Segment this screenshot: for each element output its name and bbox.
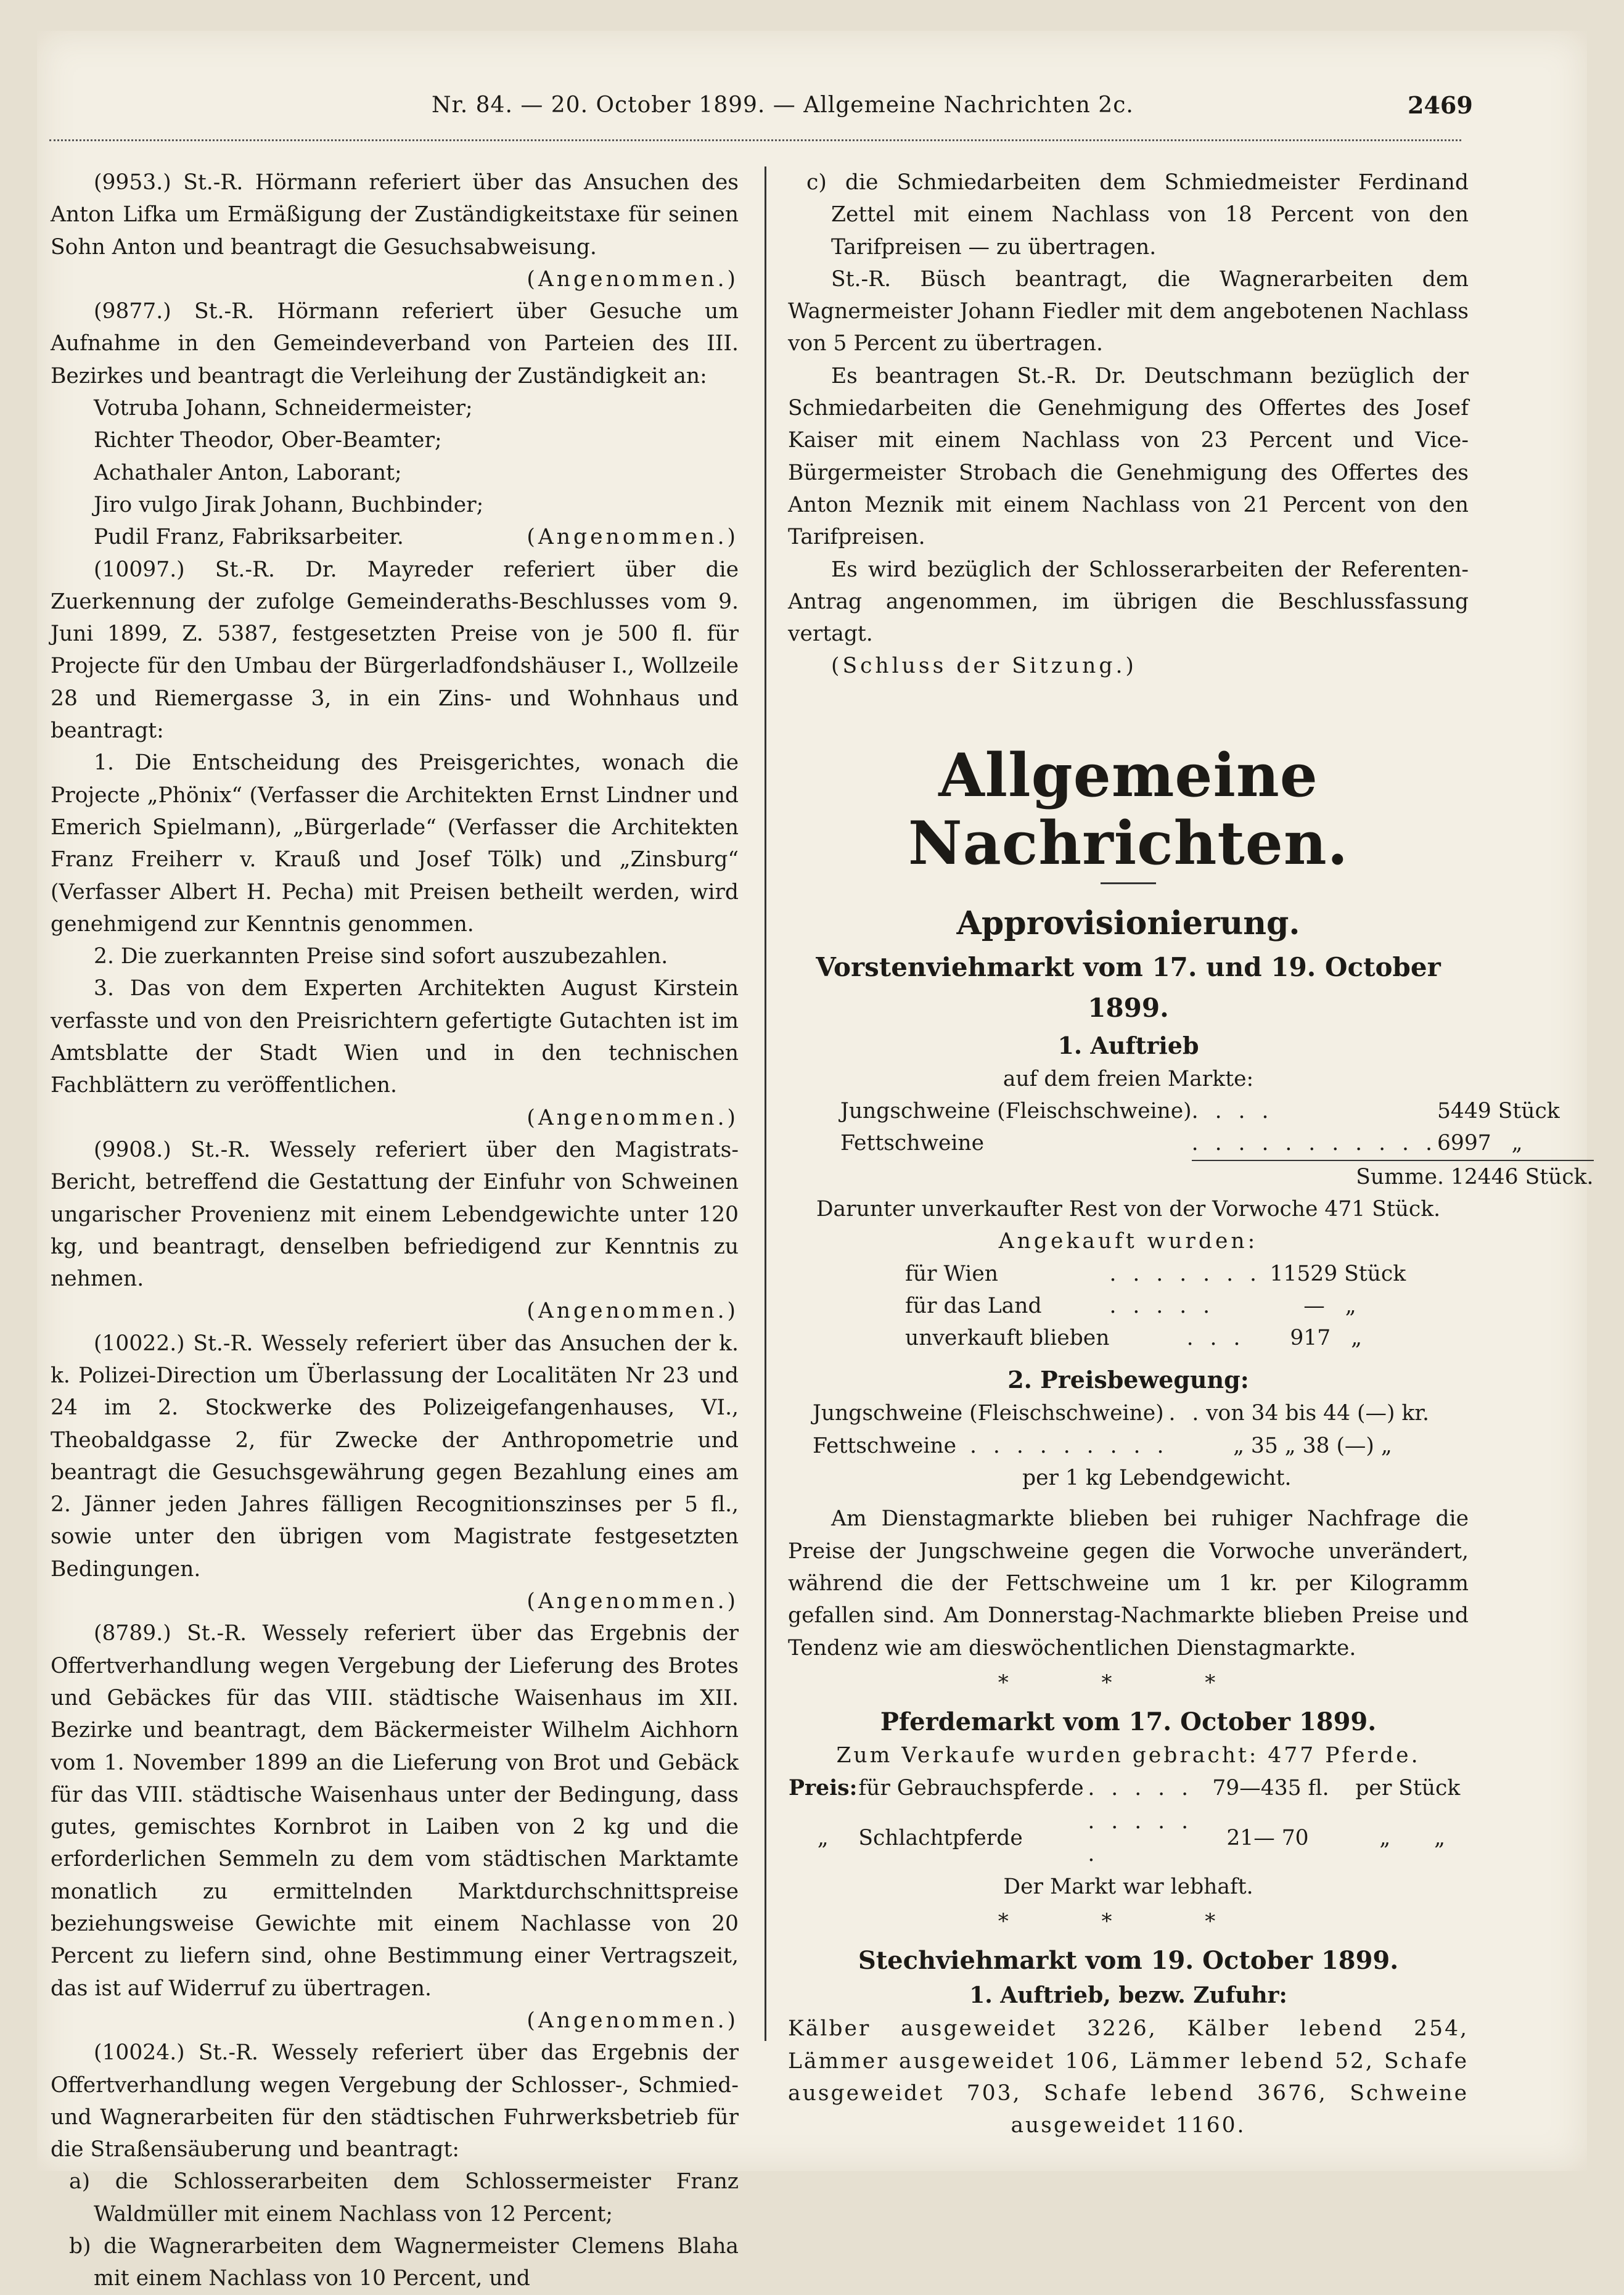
paragraph-vertagt: Es wird bezüglich der Schlosserarbeiten der Referenten-Antrag angenommen, im übrigen die Beschlussfassung vertagt. [788,557,1469,647]
separator-stars: * * * [998,1670,1259,1695]
auftrieb-title: 1. Auftrieb [1057,1031,1199,1059]
markt-lebhaft: Der Markt war lebhaft. [1003,1874,1253,1899]
person-item: Pudil Franz, Fabriksarbeiter. [94,525,404,550]
paragraph-10024-a: a) die Schlosserarbeiten dem Schlossermeister Franz Waldmüller mit einem Nachlass von 12 Percent; [69,2169,739,2227]
row-dots: . . [1168,1401,1204,1426]
paragraph-buesch: St.-R. Büsch beantragt, die Wagnerarbeiten dem Wagnermeister Johann Fiedler mit dem angebotenen Nachlass von 5 Percent zu übertragen. [788,266,1469,356]
row-value [1437,1127,1594,1159]
paragraph-9908: (9908.) St.-R. Wessely referiert über den Magistrats-Bericht, betreffend die Gestattung der Einfuhr von Schweinen ungarischer Provenienz mit einem Lebendgewichte unter 120 kg, und beantragt, denselben befriedigend zur Kenntnis zu nehmen. [51,1137,739,1292]
approvisionierung-title: Approvisionierung. [956,904,1300,942]
summe-label: Summe [1192,1160,1437,1193]
status-9877: (Angenommen.) [527,525,739,550]
paragraph-8789: (8789.) St.-R. Wessely referiert über das Ergebnis der Offertverhandlung wegen Vergebung der Lieferung des Brotes und Gebäckes für das VIII. städtische Waisenhaus im XII. Bezirke und beantragt, dem Bäckermeister Wilhelm Aichhorn vom 1. November 1899 an die Lieferung von Brot und Gebäck für das VIII. städtische Waisenhaus unter der Bedingung, dass gutes, gemischtes Kornbrot in Laiben von 2 kg und die erforderlichen Semmeln zu dem vom städtischen Marktamte monatlich zu ermittelnden Marktdurchschnittspreise beziehungsweise Gewichte mit einem Nachlasse von 20 Percent zu liefern sind, ohne Bestimmung einer Vertragszeit, das ist auf Widerruf zu übertragen. [51,1621,739,2001]
paragraph-10024: (10024.) St.-R. Wessely referiert über das Ergebnis der Offertverhandlung wegen Vergebung der Schlosser-, Schmied- und Wagnerarbeiten für den städtischen Fuhrwerksbetrieb für die Straßensäuberung und beantragt: [51,2040,739,2162]
angekauft-title: Angekauft wurden: [998,1229,1258,1254]
table-row [905,1322,1406,1354]
row-label: Fettschweine [840,1131,985,1156]
row-label: Jungschweine (Fleischschweine) [840,1099,1192,1124]
row-value: 79—435 fl. [1212,1776,1329,1801]
header-rule [49,139,1461,141]
angekauft-table [905,1258,1406,1355]
table-row [840,1095,1594,1127]
row-dots: . . . . . . [1088,1809,1194,1866]
table-row [840,1127,1594,1159]
table-row [905,1258,1406,1290]
vorstenviehmarkt-title: Vorstenviehmarkt vom 17. und 19. October 1899. [816,951,1441,1023]
row-label: Jungschweine (Fleischschweine) [813,1401,1164,1426]
table-row [813,1397,1429,1429]
row-label: Schlachtpferde [858,1825,1023,1850]
fett-number: 6997 [1437,1131,1491,1156]
separator-stars: * * * [998,1909,1259,1934]
page-header [0,0,1624,136]
person-item: Votruba Johann, Schneidermeister; [94,396,473,421]
paragraph-10024-b: b) die Wagnerarbeiten dem Wagnermeister Clemens Blaha mit einem Nachlass von 10 Percent, und [69,2234,739,2291]
table-row [788,1805,1464,1871]
person-item: Achathaler Anton, Laborant; [94,460,402,485]
pferdemarkt-title: Pferdemarkt vom 17. October 1899. [880,1707,1377,1736]
session-end: (Schluss der Sitzung.) [831,654,1137,679]
preisbewegung-title: 2. Preisbewegung: [1007,1366,1249,1394]
row-value: 5449 Stück [1437,1099,1560,1124]
row-label: unverkauft blieben [905,1326,1110,1351]
paragraph-10097-item-1: 1. Die Entscheidung des Preisgerichtes, wonach die Projecte „Phönix“ (Verfasser die Architekten Ernst Lindner und Emerich Spielmann), „Bürgerlade“ (Verfasser die Architekten Franz Freiherr v. Krauß und Josef Tölk) und „Zinsburg“ (Verfasser Albert H. Pecha) mit Preisen betheilt werden, wird genehmigend zur Kenntnis genommen. [51,750,739,937]
row-value: „ 35 „ 38 (—) „ [1233,1433,1392,1458]
auftrieb-table [840,1095,1594,1193]
paragraph-9953: (9953.) St.-R. Hörmann referiert über das Ansuchen des Anton Lifka um Ermäßigung der Zuständigkeitstaxe für seinen Sohn Anton und beantragt die Gesuchsabweisung. [51,170,739,260]
paragraph-9877: (9877.) St.-R. Hörmann referiert über Gesuche um Aufnahme in den Gemeindeverband von Parteien des III. Bezirkes und beantragt die Verleihung der Zuständigkeit an: [51,299,739,388]
row-dots: . . . . [1191,1099,1274,1124]
person-item: Jiro vulgo Jirak Johann, Buchbinder; [94,492,484,517]
paragraph-deutschmann: Es beantragen St.-R. Dr. Deutschmann bezüglich der Schmiedarbeiten die Genehmigung des Offertes des Josef Kaiser mit einem Nachlass von 23 Percent und Vice-Bürgermeister Strobach die Genehmigung des Offertes des Anton Meznik mit einem Nachlass von 21 Percent von den Tarifpreisen. [788,363,1469,550]
row-dots: . . . . . . . [1109,1261,1262,1286]
pferde-line: Zum Verkaufe wurden gebracht: 477 Pferde. [836,1743,1421,1768]
preis-table [813,1397,1429,1462]
table-row [840,1160,1594,1193]
darunter-line: Darunter unverkaufter Rest von der Vorwoche 471 Stück. [816,1196,1441,1221]
fett-unit: „ [1511,1131,1523,1156]
status-10022: (Angenommen.) [527,1589,739,1614]
stech-paragraph: Kälber ausgeweidet 3226, Kälber lebend 254, Lämmer ausgeweidet 106, Lämmer lebend 52, Schafe ausgeweidet 703, Schafe lebend 3676, Schweine ausgeweidet 1160. [788,2016,1469,2138]
table-row [813,1430,1429,1462]
paragraph-10097: (10097.) St.-R. Dr. Mayreder referiert über die Zuerkennung der zufolge Gemeinderaths-Beschlusses vom 9. Juni 1899, Z. 5387, festgesetzten Preise von je 500 fl. für Projecte für den Umbau der Bürgerladfondshäuser I., Wollzeile 28 und Riemergasse 3, in ein Zins- und Wohnhaus und beantragt: [51,557,739,744]
row-value [1269,1290,1406,1322]
paragraph-dienstagmarkt: Am Dienstagmarkte blieben bei ruhiger Nachfrage die Preise der Jungschweine gegen die Vorwoche unverändert, während die der Fettschweine um 1 kr. per Kilogramm gefallen sind. Am Donnerstag-Nachmarkte blieben Preise und Tendenz wie am dieswöchentlichen Dienstagmarkte. [788,1506,1469,1661]
header-title: Nr. 84. — 20. October 1899. — Allgemeine Nachrichten 2c. [432,92,1134,118]
row-label [813,1430,1168,1462]
status-10097: (Angenommen.) [527,1105,739,1130]
row-value [1269,1322,1406,1354]
right-column [788,166,1594,2141]
pb-fett-label: Fettschweine [813,1433,957,1458]
row-dots: . . . . . [1088,1776,1194,1801]
row-label: für Gebrauchspferde [858,1776,1084,1801]
row-unit: per Stück [1355,1776,1461,1801]
column-divider [765,166,766,2041]
preis-label: Preis: [789,1776,858,1801]
row-value: 11529 Stück [1269,1261,1406,1286]
row-dots: . . . [1186,1326,1245,1351]
paragraph-10022: (10022.) St.-R. Wessely referiert über das Ansuchen der k. k. Polizei-Direction um Überlassung der Localitäten Nr 23 und 24 im 2. Stockwerke des Polizeigefangenhauses, VI., Theobaldgasse 2, für Zwecke der Anthropometrie und beantragt die Gesuchsgewährung gegen Bezahlung eines am 2. Jänner jeden Jahres fälligen Recognitionszinses per 5 fl., sowie unter den übrigen vom Magistrate festgesetzten Bedingungen. [51,1331,739,1582]
table-row [905,1290,1406,1322]
page-number: 2469 [1408,91,1473,119]
row-prefix: „ [817,1825,829,1850]
row-value: von 34 bis 44 (—) kr. [1206,1401,1429,1426]
status-8789: (Angenommen.) [527,2008,739,2033]
paragraph-10024-c: c) die Schmiedarbeiten dem Schmiedmeister Ferdinand Zettel mit einem Nachlass von 18 Percent von den Tarifpreisen — zu übertragen. [806,170,1469,260]
row-value: 21— 70 [1226,1825,1309,1850]
pferde-preis-table [788,1772,1464,1871]
status-9908: (Angenommen.) [527,1299,739,1324]
land-unit: „ [1345,1293,1356,1318]
paragraph-10097-item-2: 2. Die zuerkannten Preise sind sofort auszubezahlen. [94,944,668,969]
unverk-number: 917 [1290,1326,1331,1351]
land-number: — [1303,1293,1325,1318]
pb-fett-dots: . . . . . . . . . [970,1433,1169,1458]
row-label: für Wien [905,1261,998,1286]
row-dots: . . . . . [1109,1293,1215,1318]
person-list [51,392,739,553]
per-kg-line: per 1 kg Lebendgewicht. [1022,1466,1292,1491]
stech-auftrieb-title: 1. Auftrieb, bezw. Zufuhr: [969,1982,1287,2009]
title-rule [1101,882,1156,884]
auftrieb-subtitle: auf dem freien Markte: [1003,1066,1254,1091]
left-column [51,166,739,2295]
status-9953: (Angenommen.) [527,266,739,292]
summe-value: . 12446 Stück. [1437,1160,1594,1193]
row-dots: . . . . . . . . . . . [1191,1131,1437,1156]
row-unit: „ „ [1379,1825,1464,1850]
table-row [788,1772,1464,1805]
stechviehmarkt-title: Stechviehmarkt vom 19. October 1899. [858,1946,1399,1976]
row-label: für das Land [905,1293,1042,1318]
paragraph-10097-item-3: 3. Das von dem Experten Architekten August Kirstein verfasste und von den Preisrichtern gefertigte Gutachten ist im Amtsblatte der Stadt Wien und in den technischen Fachblättern zu veröffentlichen. [51,976,739,1098]
person-item: Richter Theodor, Ober-Beamter; [94,428,442,453]
section-title: Allgemeine Nachrichten. [908,740,1349,878]
unverk-unit: „ [1351,1326,1362,1351]
